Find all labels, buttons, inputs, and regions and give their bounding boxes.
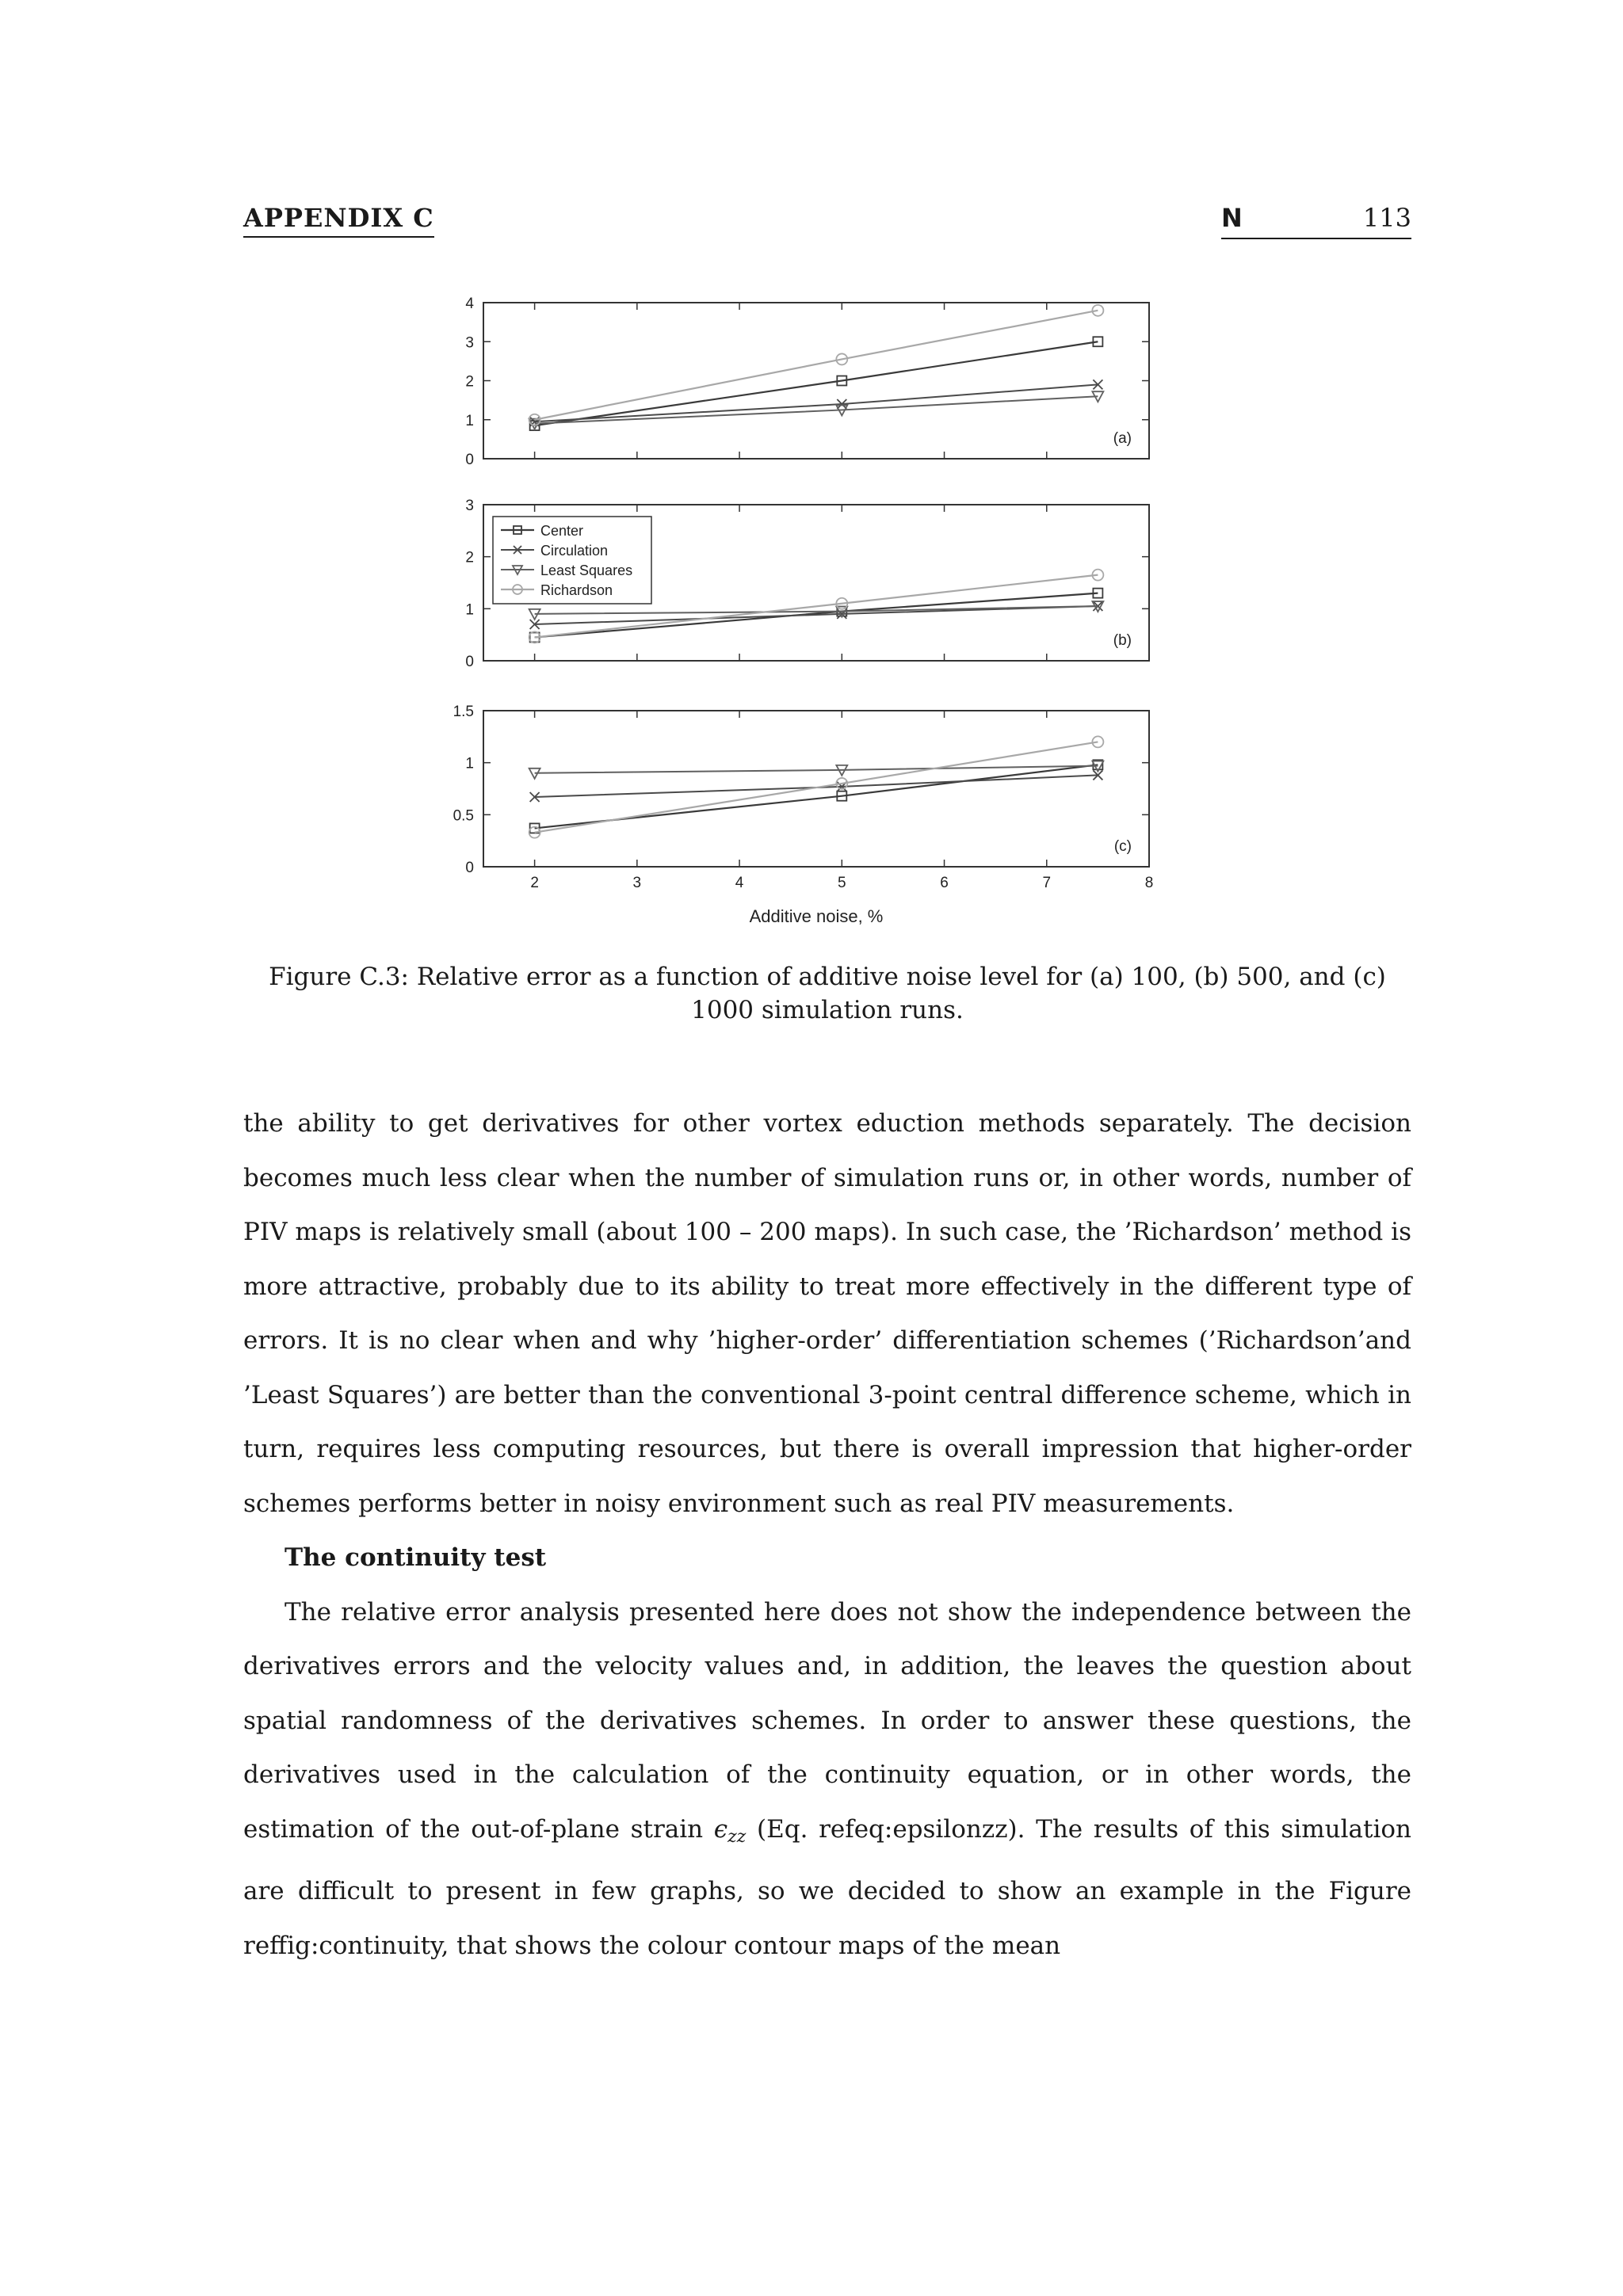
x-axis-label: Additive noise, % [749, 906, 884, 926]
panel-c-xtick-label: 8 [1144, 875, 1154, 891]
panel-a-ytick-label: 4 [465, 296, 474, 312]
panel-c-axes-frame [483, 711, 1149, 867]
panel-b-legend-entry: Circulation [540, 543, 609, 559]
panel-b-ytick-label: 2 [465, 549, 474, 566]
paragraph-1: the ability to get derivatives for other vortex eduction methods separately. The decision becomes much less clear when the number of simulation runs or, in other words, number of PIV maps is relatively small (about 100 – 200 maps). In such case, the ’Richardson’ method is more attractive, probably due to its ability to treat more effectively in the different type of errors. It is no clear when and why ’higher-order’ differentiation schemes (’Richardson’and ’Least Squares’) are better than the conventional 3-point central difference scheme, which in turn, requires less computing resources, but there is overall impression that higher-order schemes performs better in noisy environment such as real PIV measurements. [243, 1109, 1411, 1518]
panel-a-ytick-label: 3 [465, 334, 474, 352]
panel-c-label: (c) [1113, 838, 1132, 855]
body-text [243, 1097, 1411, 1973]
running-header [243, 203, 1411, 241]
panel-b-legend [493, 517, 651, 604]
panel-b-legend-entry: Center [540, 523, 584, 539]
panel-a-label: (a) [1113, 430, 1132, 447]
panel-c-ytick-label: 1.5 [453, 704, 474, 720]
panel-c-xtick-label: 4 [735, 875, 744, 891]
header-chapter-title: APPENDIX C [243, 203, 434, 238]
header-right-rule [1221, 203, 1411, 239]
panel-c-xtick-label: 6 [940, 875, 949, 891]
paragraph-2 [243, 1585, 1411, 1974]
panel-c-xtick-label: 2 [530, 875, 539, 891]
figure-caption: Figure C.3: Relative error as a function of additive noise level for (a) 100, (b) 500, and (c) 1000 simulation runs. [269, 963, 1386, 1024]
epsilon-subscript: zz [727, 1826, 747, 1847]
page-number: 113 [1362, 203, 1411, 233]
panel-b-label: (b) [1113, 632, 1132, 649]
paragraph-2-text-start: The relative error analysis presented here does not show the independence between the derivatives errors and the velocity values and, in addition, the leaves the question about spatial randomness of the derivatives schemes. In order to answer these questions, the derivatives used in the calculation of the continuity equation, or in other words, the estimation of the out-of-plane strain [243, 1597, 1411, 1844]
panel-a [465, 296, 1149, 468]
paragraph-2-text-end: (Eq. refeq:epsilonzz). The results of this simulation are difficult to present in few graphs, so we decided to show an example in the Figure reffig:continuity, that shows the colour contour maps of the mean [243, 1814, 1411, 1960]
epsilon-zz-symbol [713, 1814, 747, 1847]
panel-a-axes-frame [483, 303, 1149, 459]
panel-b [465, 498, 1149, 670]
panel-c [453, 704, 1154, 926]
panel-c-xtick-label: 7 [1042, 875, 1052, 891]
panel-c-xtick-label: 3 [632, 875, 642, 891]
panel-c-xtick-label: 5 [838, 875, 846, 891]
panel-c-ytick-label: 0 [465, 860, 474, 876]
panel-b-legend-entry: Least Squares [540, 563, 633, 578]
panel-b-ytick-label: 0 [465, 654, 474, 670]
section-heading-continuity-test: The continuity test [285, 1543, 547, 1572]
panel-a-ytick-label: 2 [465, 373, 474, 391]
panel-b-ytick-label: 1 [465, 601, 474, 619]
panel-a-ytick-label: 0 [465, 452, 474, 468]
panel-c-ytick-label: 0.5 [453, 807, 474, 825]
panel-b-ytick-label: 3 [465, 498, 474, 514]
panel-c-ytick-label: 1 [465, 755, 474, 772]
epsilon-glyph: ϵ [713, 1814, 728, 1844]
panel-b-legend-entry: Richardson [540, 582, 613, 598]
header-section-mark: N [1221, 203, 1243, 233]
panel-a-ytick-label: 1 [465, 412, 474, 429]
figure-c3-relative-error-plots [428, 285, 1228, 951]
